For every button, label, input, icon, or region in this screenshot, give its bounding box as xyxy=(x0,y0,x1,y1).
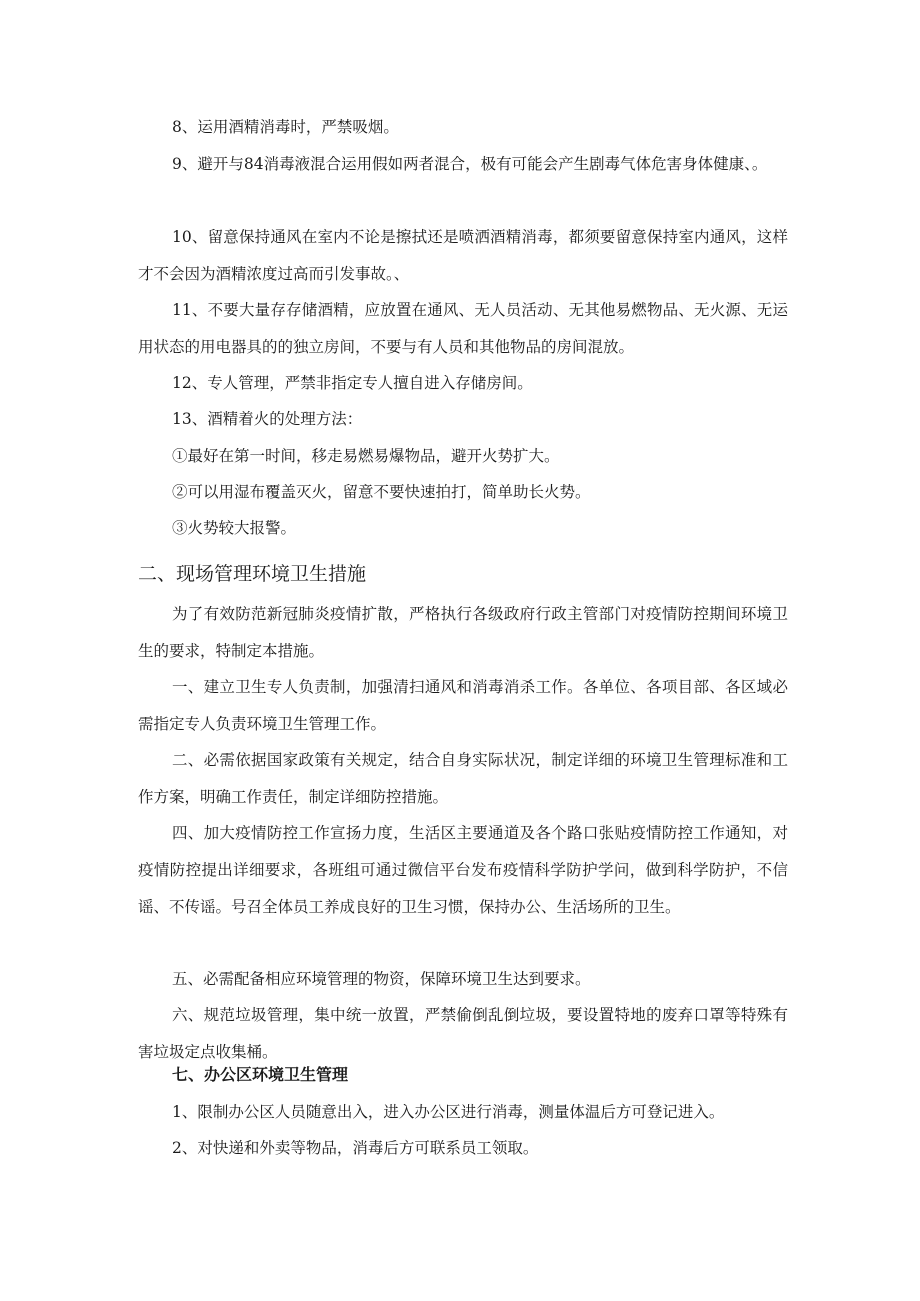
section-paragraph-5: 五、必需配备相应环境管理的物资，保障环境卫生达到要求。 xyxy=(172,970,591,988)
section-heading: 二、现场管理环境卫生措施 xyxy=(138,563,367,585)
section-paragraph-1: 一、建立卫生专人负责制，加强清扫通风和消毒消杀工作。各单位、各项目部、各区域必需指定专人负责环境卫生管理工作。 xyxy=(138,678,788,733)
paragraph-item-10: 10、留意保持通风在室内不论是擦拭还是喷洒酒精消毒，都须要留意保持室内通风，这样才不会因为酒精浓度过高而引发事故。、 xyxy=(138,228,788,283)
paragraph-item-9: 9、避开与84消毒液混合运用假如两者混合，极有可能会产生剧毒气体危害身体健康、。 xyxy=(172,155,768,173)
section-paragraph-6: 六、规范垃圾管理，集中统一放置，严禁偷倒乱倒垃圾，要设置特地的废弃口罩等特殊有害垃圾定点收集桶。 xyxy=(138,1006,788,1061)
paragraph-item-11: 11、不要大量存存储酒精，应放置在通风、无人员活动、无其他易燃物品、无火源、无运用状态的用电器具的的独立房间，不要与有人员和其他物品的房间混放。 xyxy=(138,301,788,356)
paragraph-item-12: 12、专人管理，严禁非指定专人擅自进入存储房间。 xyxy=(172,374,533,392)
section-paragraph-4: 四、加大疫情防控工作宣扬力度，生活区主要通道及各个路口张贴疫情防控工作通知，对疫情防控提出详细要求，各班组可通过微信平台发布疫情科学防护学问，做到科学防护，不信谣、不传谣。号召全体员工养成良好的卫生习惯，保持办公、生活场所的卫生。 xyxy=(138,824,788,916)
section-paragraph-2: 二、必需依据国家政策有关规定，结合自身实际状况，制定详细的环境卫生管理标准和工作方案，明确工作责任，制定详细防控措施。 xyxy=(138,751,788,806)
paragraph-item-13: 13、酒精着火的处理方法： xyxy=(172,410,363,428)
paragraph-subitem-2: ②可以用湿布覆盖灭火，留意不要快速拍打，简单助长火势。 xyxy=(172,483,591,501)
section-intro-paragraph: 为了有效防范新冠肺炎疫情扩散，严格执行各级政府行政主管部门对疫情防控期间环境卫生的要求，特制定本措施。 xyxy=(138,605,788,660)
paragraph-subitem-1: ①最好在第一时间，移走易燃易爆物品，避开火势扩大。 xyxy=(172,447,560,465)
paragraph-subitem-3: ③火势较大报警。 xyxy=(172,519,297,537)
paragraph-item-8: 8、运用酒精消毒时，严禁吸烟。 xyxy=(172,118,399,136)
sub-heading: 七、办公区环境卫生管理 xyxy=(172,1065,349,1084)
sub-paragraph-1: 1、限制办公区人员随意出入，进入办公区进行消毒，测量体温后方可登记进入。 xyxy=(172,1103,725,1121)
sub-paragraph-2: 2、对快递和外卖等物品，消毒后方可联系员工领取。 xyxy=(172,1139,539,1157)
